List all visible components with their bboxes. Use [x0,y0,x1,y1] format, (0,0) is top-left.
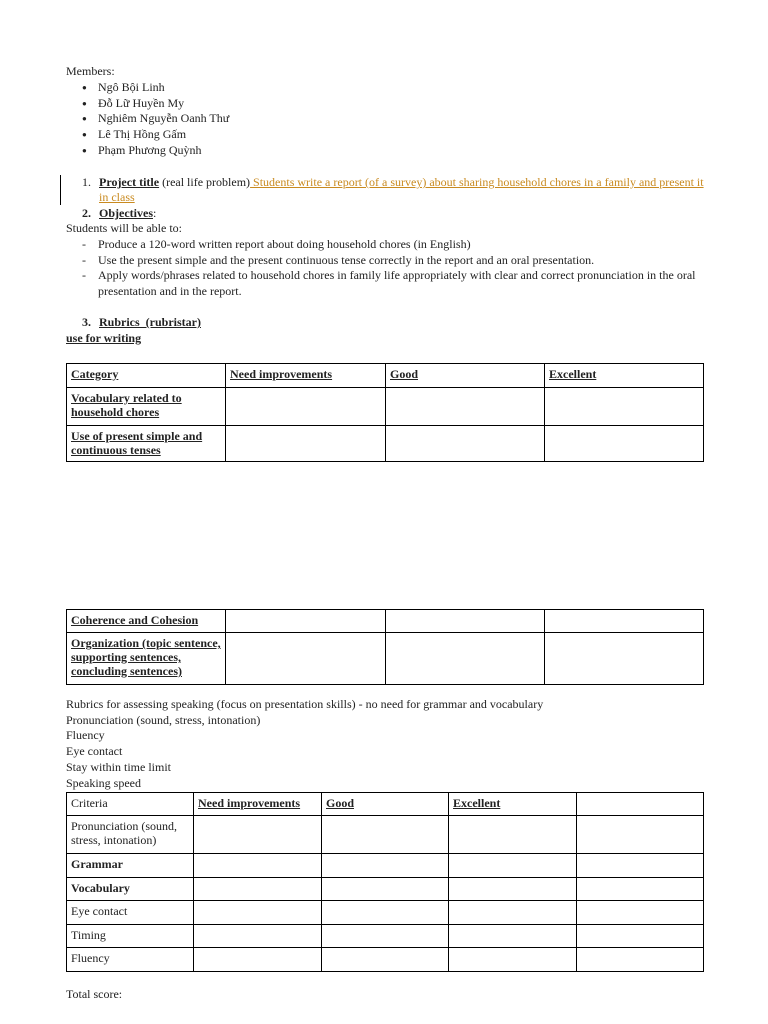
score-cell[interactable] [322,901,449,925]
score-cell[interactable] [449,878,577,901]
table-row [67,901,704,925]
score-cell[interactable] [577,816,704,854]
score-cell[interactable] [545,633,704,685]
score-cell[interactable] [577,948,704,972]
header-good: Good [386,364,545,388]
speaking-criterion: Fluency [66,728,105,742]
score-cell[interactable] [322,948,449,972]
writing-rubric-table-2 [66,609,704,685]
objectives-label: Objectives [99,206,153,220]
score-cell[interactable] [386,610,545,633]
header-category: Category [67,364,226,388]
header-need-improvements: Need improvements [226,364,386,388]
members-list [82,80,229,158]
score-cell[interactable] [545,426,704,462]
category-cell: Use of present simple and continuous tenses [67,426,226,462]
objective-item: - Use the present simple and the present continuous tense correctly in the report and an oral presentation. [82,253,702,269]
score-cell[interactable] [577,925,704,948]
score-cell[interactable] [577,878,704,901]
table-row [67,633,704,685]
speaking-criterion: Speaking speed [66,776,141,790]
score-cell[interactable] [194,878,322,901]
total-score-label: Total score: [66,987,123,1001]
score-cell[interactable] [226,633,386,685]
member-item: ● Nghiêm Nguyễn Oanh Thư [82,111,229,127]
criteria-cell: Grammar [67,854,194,878]
objectives-list [82,237,702,300]
category-cell: Coherence and Cohesion [67,610,226,633]
section3-number: 3. [82,315,91,329]
score-cell[interactable] [545,388,704,426]
objectives-intro: Students will be able to: [66,221,182,235]
speaking-criterion: Stay within time limit [66,760,171,774]
score-cell[interactable] [226,388,386,426]
speaking-rubric-heading: Rubrics for assessing speaking (focus on presentation skills) - no need for grammar and vocabulary [66,697,544,711]
table-row [67,925,704,948]
score-cell[interactable] [226,426,386,462]
criteria-cell: Fluency [67,948,194,972]
rubrics-heading: Rubrics (rubristar) [99,315,201,329]
table-row [67,610,704,633]
section2-number: 2. [82,206,91,220]
project-title-label: Project title [99,175,160,189]
objective-item: - Apply words/phrases related to household chores in family life appropriately with clear and correct pronunciation in the oral presentation and in the report. [82,268,702,299]
score-cell[interactable] [577,854,704,878]
header-good: Good [322,793,449,816]
header-need-improvements: Need improvements [194,793,322,816]
score-cell[interactable] [226,610,386,633]
table-row [67,388,704,426]
score-cell[interactable] [449,948,577,972]
objectives-heading [99,206,156,221]
score-cell[interactable] [449,854,577,878]
speaking-criterion: Eye contact [66,744,123,758]
score-cell[interactable] [194,948,322,972]
speaking-criterion: Pronunciation (sound, stress, intonation) [66,713,261,727]
project-title-highlight[interactable]: Students write a report (of a survey) about sharing household chores in a family and present it [250,175,704,189]
score-cell[interactable] [449,901,577,925]
member-item: ● Đỗ Lữ Huyền My [82,96,229,112]
writing-rubric-label: use for writing [66,331,142,345]
member-item: ● Ngô Bội Linh [82,80,229,96]
header-criteria: Criteria [67,793,194,816]
member-item: ● Lê Thị Hồng Gấm [82,127,229,143]
score-cell[interactable] [386,388,545,426]
project-title [99,175,704,190]
criteria-cell: Eye contact [67,901,194,925]
score-cell[interactable] [545,610,704,633]
score-cell[interactable] [386,426,545,462]
table-header-row [67,793,704,816]
table-row [67,948,704,972]
speaking-rubric-table [66,792,704,972]
table-row [67,816,704,854]
table-row [67,878,704,901]
score-cell[interactable] [194,901,322,925]
header-excellent: Excellent [449,793,577,816]
score-cell[interactable] [322,925,449,948]
criteria-cell: Pronunciation (sound, stress, intonation) [67,816,194,854]
score-cell[interactable] [322,816,449,854]
table-row [67,854,704,878]
score-cell[interactable] [322,854,449,878]
members-label: Members: [66,64,115,78]
section1-number: 1. [82,175,91,189]
writing-rubric-table-1 [66,363,704,462]
project-title-subtitle: (real life problem) [159,175,251,189]
objective-item: - Produce a 120-word written report about doing household chores (in English) [82,237,702,253]
criteria-cell: Timing [67,925,194,948]
objectives-colon: : [152,206,157,220]
text-cursor [60,175,61,205]
category-cell: Vocabulary related to household chores [67,388,226,426]
score-cell[interactable] [322,878,449,901]
project-title-highlight-cont[interactable]: in class [99,190,135,204]
score-cell[interactable] [577,901,704,925]
header-excellent: Excellent [545,364,704,388]
score-cell[interactable] [194,925,322,948]
table-header-row [67,364,704,388]
score-cell[interactable] [386,633,545,685]
score-cell[interactable] [449,816,577,854]
header-empty [577,793,704,816]
table-row [67,426,704,462]
category-cell: Organization (topic sentence, supporting sentences, concluding sentences) [67,633,226,685]
score-cell[interactable] [449,925,577,948]
score-cell[interactable] [194,854,322,878]
score-cell[interactable] [194,816,322,854]
criteria-cell: Vocabulary [67,878,194,901]
member-item: ● Phạm Phương Quỳnh [82,143,229,159]
